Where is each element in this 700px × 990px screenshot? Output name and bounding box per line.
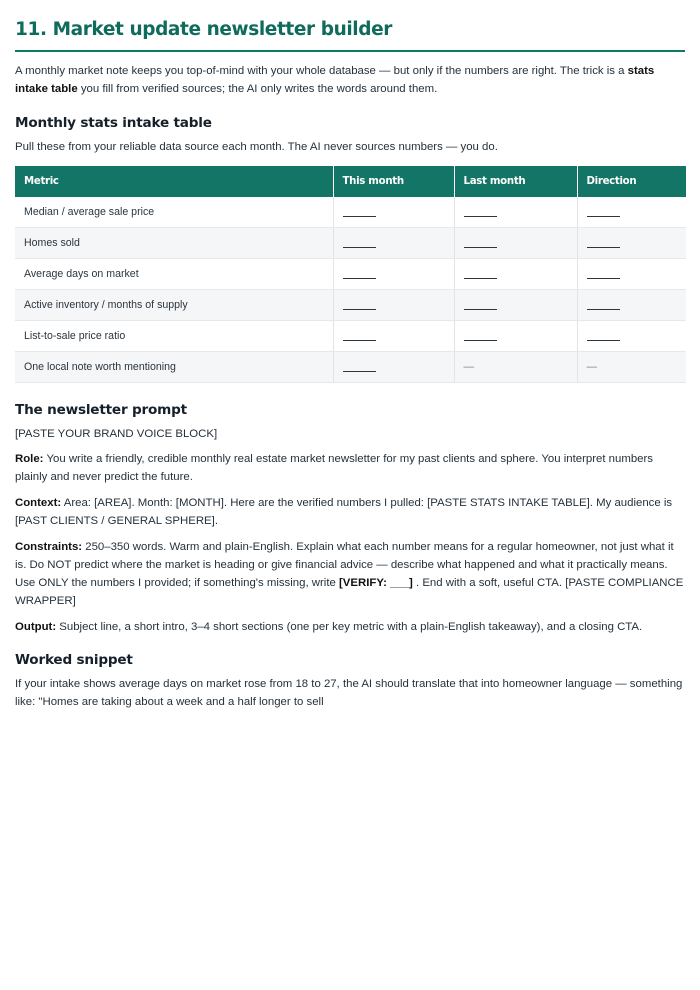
- this-month-cell: [333, 197, 454, 228]
- last-month-cell: [454, 197, 577, 228]
- blank-line: [343, 329, 376, 341]
- title-divider: [15, 50, 685, 52]
- header-direction: Direction: [577, 166, 686, 197]
- context-paragraph: [15, 494, 685, 530]
- intro-paragraph: [15, 62, 685, 98]
- output-text: Subject line, a short intro, 3–4 short sections (one per key metric with a plain-English takeaway), and a closing CTA.: [56, 621, 643, 633]
- table-header-row: [15, 166, 686, 197]
- role-paragraph: [15, 450, 685, 486]
- verify-placeholder: [VERIFY: ___]: [339, 577, 413, 589]
- table-row: [15, 352, 686, 383]
- snippet-heading: Worked snippet: [15, 652, 133, 668]
- direction-cell: [577, 259, 686, 290]
- header-last-month: Last month: [454, 166, 577, 197]
- last-month-cell: [454, 290, 577, 321]
- metric-cell: Homes sold: [15, 228, 333, 259]
- table-row: [15, 228, 686, 259]
- table-row: [15, 290, 686, 321]
- prompt-heading: The newsletter prompt: [15, 402, 187, 418]
- blank-line: [343, 298, 376, 310]
- output-paragraph: [15, 618, 685, 636]
- blank-line: [587, 236, 620, 248]
- this-month-cell: [333, 228, 454, 259]
- metric-cell: Average days on market: [15, 259, 333, 290]
- constraints-paragraph: [15, 538, 685, 610]
- role-label: Role:: [15, 453, 44, 465]
- blank-line: [587, 298, 620, 310]
- constraints-text-1: 250–350 words. Warm and plain-English. Explain what each number means for a regular homeowner, not just what it is. Do NOT predict where the market is heading or give financial advice — describe what happened and what it practically means. Use ONLY the numbers I provided; if something's missing, write: [15, 541, 674, 589]
- constraints-label: Constraints:: [15, 541, 83, 553]
- intro-bold: stats intake table: [15, 65, 655, 95]
- blank-line: [587, 329, 620, 341]
- blank-line: [587, 205, 620, 217]
- header-metric: Metric: [15, 166, 333, 197]
- context-text: Area: [AREA]. Month: [MONTH]. Here are the verified numbers I pulled: [PASTE STATS INTAKE TABLE]. My audience is [PAST CLIENTS / GENERAL SPHERE].: [15, 497, 673, 527]
- stats-subtext: Pull these from your reliable data source each month. The AI never sources numbers — you do.: [15, 141, 498, 153]
- direction-cell: —: [577, 352, 686, 383]
- last-month-cell: —: [454, 352, 577, 383]
- blank-line: [464, 267, 497, 279]
- context-label: Context:: [15, 497, 62, 509]
- blank-line: [343, 236, 376, 248]
- intro-text-2: you fill from verified sources; the AI only writes the words around them.: [77, 83, 438, 95]
- this-month-cell: [333, 352, 454, 383]
- brand-voice-placeholder: [PASTE YOUR BRAND VOICE BLOCK]: [15, 428, 218, 440]
- table-row: [15, 259, 686, 290]
- blank-line: [464, 329, 497, 341]
- table-row: [15, 321, 686, 352]
- direction-cell: [577, 321, 686, 352]
- last-month-cell: [454, 228, 577, 259]
- blank-line: [587, 267, 620, 279]
- metric-cell: List-to-sale price ratio: [15, 321, 333, 352]
- metric-cell: Active inventory / months of supply: [15, 290, 333, 321]
- intro-text-1: A monthly market note keeps you top-of-mind with your whole database — but only if the numbers are right. The trick is a: [15, 65, 628, 77]
- this-month-cell: [333, 321, 454, 352]
- blank-line: [464, 205, 497, 217]
- direction-cell: [577, 197, 686, 228]
- blank-line: [343, 205, 376, 217]
- last-month-cell: [454, 259, 577, 290]
- header-this-month: This month: [333, 166, 454, 197]
- blank-line: [343, 267, 376, 279]
- this-month-cell: [333, 290, 454, 321]
- metric-cell: One local note worth mentioning: [15, 352, 333, 383]
- snippet-text: If your intake shows average days on market rose from 18 to 27, the AI should translate that into homeowner language — something like: "Homes are taking about a week and a half longer to sell: [15, 678, 683, 708]
- stats-heading: Monthly stats intake table: [15, 115, 212, 131]
- direction-cell: [577, 290, 686, 321]
- last-month-cell: [454, 321, 577, 352]
- direction-cell: [577, 228, 686, 259]
- blank-line: [464, 298, 497, 310]
- page-title: 11. Market update newsletter builder: [15, 19, 392, 40]
- constraints-text-2: . End with a soft, useful CTA. [PASTE COMPLIANCE WRAPPER]: [15, 577, 684, 607]
- blank-line: [464, 236, 497, 248]
- metric-cell: Median / average sale price: [15, 197, 333, 228]
- blank-line: [343, 360, 376, 372]
- table-row: [15, 197, 686, 228]
- output-label: Output:: [15, 621, 57, 633]
- stats-intake-table: [15, 166, 686, 383]
- this-month-cell: [333, 259, 454, 290]
- role-text: You write a friendly, credible monthly real estate market newsletter for my past clients and sphere. You interpret numbers plainly and never predict the future.: [15, 453, 653, 483]
